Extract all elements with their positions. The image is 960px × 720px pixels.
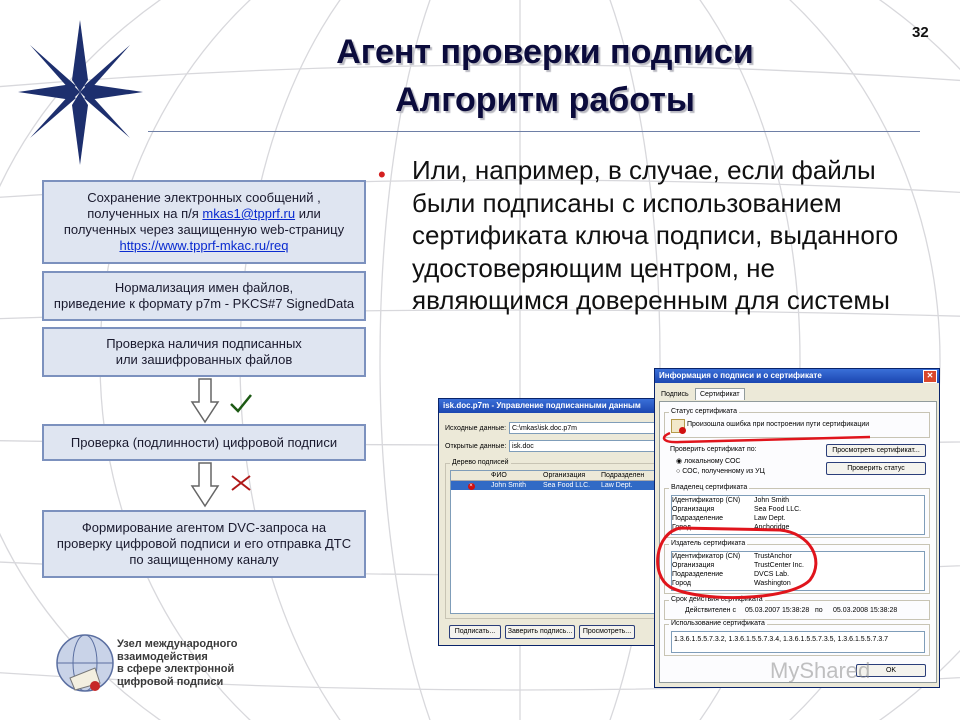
step1-line2 <box>44 206 364 222</box>
table-cell: Подразделение <box>672 571 724 578</box>
table-cell: Law Dept. <box>754 515 786 522</box>
ok-button[interactable]: OK <box>856 664 926 677</box>
step3-line2: или зашифрованных файлов <box>115 352 293 367</box>
certificate-window-titlebar[interactable] <box>655 369 939 383</box>
usage-field[interactable] <box>671 631 925 653</box>
email-link[interactable]: mkas1@tpprf.ru <box>202 206 296 221</box>
column-header[interactable]: Подразделен <box>601 472 645 479</box>
slide-title <box>160 28 930 124</box>
signature-tree-table[interactable] <box>450 470 666 614</box>
checkmark-icon <box>228 392 254 414</box>
usage-group-label: Использование сертификата <box>671 620 765 627</box>
tab-signature[interactable]: Подпись <box>661 391 689 398</box>
step3-line1: Проверка наличия подписанных <box>106 336 302 351</box>
validity-group-label: Срок действия сертификата <box>671 596 763 603</box>
down-arrow-icon <box>190 378 220 424</box>
table-cell: Идентификатор (CN) <box>672 553 741 560</box>
table-cell: Law Dept. <box>601 482 633 489</box>
step4-line1: Проверка (подлинности) цифровой подписи <box>70 434 338 450</box>
countersign-button[interactable]: Заверить подпись... <box>505 625 575 639</box>
check-status-button[interactable]: Проверить статус <box>826 462 926 475</box>
flow-step-verify-signature <box>42 424 366 461</box>
view-certificate-button[interactable]: Просмотреть сертификат... <box>826 444 926 457</box>
signature-tree-group <box>445 459 669 619</box>
view-button[interactable]: Просмотреть... <box>579 625 635 639</box>
column-header[interactable]: ФИО <box>491 472 507 479</box>
header-spacer <box>451 471 491 480</box>
signed-data-window-title: isk.doc.p7m - Управление подписанными данным <box>443 401 641 410</box>
signed-data-window-titlebar[interactable] <box>439 399 669 413</box>
org-line-4: цифровой подписи <box>117 675 224 688</box>
bullet-icon: • <box>378 162 386 187</box>
opened-field[interactable]: isk.doc <box>509 440 659 452</box>
organization-name <box>117 638 237 688</box>
table-cell: DVCS Lab. <box>754 571 790 578</box>
source-label: Исходные данные: <box>445 425 507 432</box>
table-row[interactable] <box>451 481 665 490</box>
table-cell: Город <box>672 580 691 587</box>
valid-to-label: по <box>815 607 823 614</box>
title-line-1: Агент проверки подписи <box>336 33 754 71</box>
table-cell: Идентификатор (CN) <box>672 497 741 504</box>
title-divider <box>148 131 920 132</box>
compass-star-logo <box>18 20 143 165</box>
source-field[interactable]: C:\mkas\isk.doc.p7m <box>509 422 659 434</box>
valid-to-value: 05.03.2008 15:38:28 <box>833 607 898 614</box>
down-arrow-icon <box>190 462 220 508</box>
table-cell: TrustCenter Inc. <box>754 562 804 569</box>
step5-line1: Формирование агентом DVC-запроса на <box>81 520 327 535</box>
table-cell: Sea Food LLC. <box>754 506 802 513</box>
radio-ca-label: СОС, полученному из УЦ <box>682 468 765 475</box>
title-line-2: Алгоритм работы <box>395 81 695 119</box>
cross-mark-icon <box>228 472 254 494</box>
flow-step-dvc-request <box>42 510 366 578</box>
table-cell: John Smith <box>754 497 790 504</box>
step1-line4 <box>44 238 364 254</box>
bullet-text: Или, например, в случае, если файлы были подписаны с использованием сертификата ключа подписи, выданного удостоверяющим центром, не являющимся доверенным для системы <box>412 155 899 315</box>
usage-group <box>664 620 930 656</box>
watermark: MyShared <box>770 658 871 683</box>
flow-step-check-signed <box>42 327 366 377</box>
signature-tree-label: Дерево подписей <box>452 459 509 466</box>
signed-data-window <box>438 398 670 646</box>
step1-line3: полученных через защищенную web-страницу <box>63 222 345 237</box>
step5-line3: по защищенному каналу <box>129 552 279 567</box>
org-line-2: взаимодействия <box>117 650 208 663</box>
valid-from-value: 05.03.2007 15:38:28 <box>745 607 810 614</box>
step5-line2: проверку цифровой подписи и его отправка ДТС <box>56 536 352 551</box>
step2-line2: приведение к формату p7m - PKCS#7 SignedData <box>53 296 355 311</box>
usage-text: 1.3.6.1.5.5.7.3.2, 1.3.6.1.5.5.7.3.4, 1.3.6.1.5.5.7.3.5, 1.3.6.1.5.5.7.3.7 <box>674 636 889 643</box>
opened-label: Открытые данные: <box>445 443 507 450</box>
table-cell: John Smith <box>491 482 527 489</box>
step2-line1: Нормализация имен файлов, <box>114 280 294 295</box>
check-by-label: Проверить сертификат по: <box>670 446 757 453</box>
table-header <box>451 471 665 481</box>
tab-certificate[interactable]: Сертификат <box>695 388 745 400</box>
radio-local-crl[interactable]: ◉ локальному СОС <box>676 458 741 465</box>
org-line-3: в сфере электронной <box>117 663 235 675</box>
certificate-status-label: Статус сертификата <box>671 408 737 415</box>
radio-local-label: локальному СОС <box>684 458 741 465</box>
table-cell: Город <box>672 524 691 531</box>
radio-ca-crl[interactable]: ○ СОС, полученному из УЦ <box>676 468 765 475</box>
certificate-window-title: Информация о подписи и о сертификате <box>659 371 822 380</box>
step1-line2-tail: или <box>295 206 321 221</box>
close-icon[interactable]: ✕ <box>923 370 937 383</box>
table-cell: Sea Food LLC. <box>543 482 591 489</box>
table-cell: Washington <box>754 580 791 587</box>
column-header[interactable]: Организация <box>543 472 586 479</box>
certificate-status-text: Произошла ошибка при построении пути сертификации <box>687 421 870 428</box>
table-cell: TrustAnchor <box>754 553 792 560</box>
flow-step-save-messages <box>42 180 366 264</box>
web-page-link[interactable]: https://www.tpprf-mkac.ru/req <box>119 238 289 253</box>
table-cell: Anchoridge <box>754 524 790 531</box>
valid-from-label: Действителен с <box>685 607 736 614</box>
sign-button[interactable]: Подписать... <box>449 625 501 639</box>
issuer-group-label: Издатель сертификата <box>671 540 746 547</box>
red-highlight-annotations <box>640 415 940 615</box>
step1-line2-text: полученных на п/я <box>87 206 203 221</box>
owner-group-label: Владелец сертификата <box>671 484 748 491</box>
table-cell: Подразделение <box>672 515 724 522</box>
flow-step-normalize <box>42 271 366 321</box>
table-cell: Организация <box>672 506 715 513</box>
org-line-1: Узел международного <box>117 638 238 650</box>
error-icon: × <box>469 483 473 489</box>
step1-line1: Сохранение электронных сообщений , <box>87 190 321 205</box>
slide-number: 32 <box>912 24 929 41</box>
table-cell: Организация <box>672 562 715 569</box>
